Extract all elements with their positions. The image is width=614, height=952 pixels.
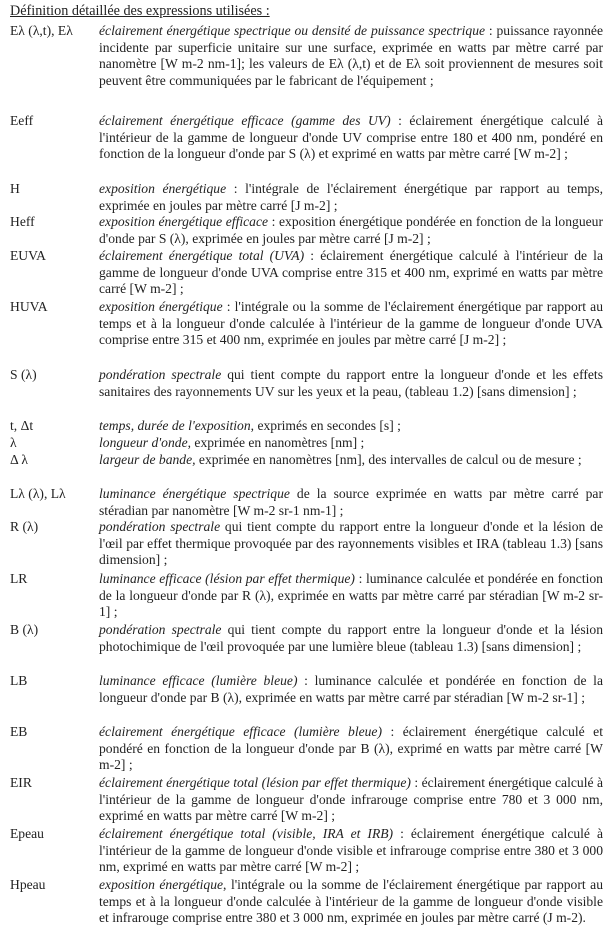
symbol: EIR — [10, 775, 32, 790]
definition-text: , exprimés en secondes [s] ; — [250, 418, 401, 433]
term: luminance efficace (lésion par effet thermique) — [99, 571, 355, 586]
definition-text: exprimée en nanomètres [nm], des intervalles de calcul ou de mesure ; — [195, 452, 582, 467]
symbol: EB — [10, 724, 28, 739]
definition-text: : éclairement énergétique calculé à l'intérieur de la gamme de longueur d'onde UVA comprise entre 315 et 400 nm, exprimé en watts par mètre carré [W m-2] ; — [99, 248, 603, 297]
definition-text: : exposition énergétique pondérée en fonction de la longueur d'onde par S (λ), exprimée en joules par mètre carré [J m-2] ; — [99, 214, 603, 246]
definition — [99, 299, 603, 349]
symbol: t, Δt — [10, 418, 34, 433]
term: éclairement énergétique spectrique ou densité de puissance spectrique — [99, 23, 486, 38]
definition-text: , exprimée en nanomètres [nm] ; — [187, 435, 365, 450]
definition — [99, 775, 603, 825]
term: pondération spectrale — [99, 519, 221, 534]
term: éclairement énergétique efficace (gamme des UV) — [99, 113, 391, 128]
definition — [99, 622, 603, 655]
term: longueur d'onde — [99, 435, 188, 450]
definition — [99, 724, 603, 774]
definition — [99, 367, 603, 400]
term: pondération spectrale — [99, 622, 222, 637]
term: éclairement énergétique total (lésion par effet thermique) — [99, 775, 411, 790]
page-title: Définition détaillée des expressions utilisées : — [10, 3, 270, 19]
definition-text: : éclairement énergétique calculé à l'intérieur de la gamme de longueur d'onde infrarouge comprise entre 780 et 3 000 nm, exprimé en watts par mètre carré [W m-2] ; — [99, 775, 603, 824]
term: temps, durée de l'exposition — [99, 418, 251, 433]
definition-text: : l'intégrale ou la somme de l'éclairement énergétique par rapport au temps et à la longueur d'onde calculée à l'intérieur de la gamme de longueur d'onde UVA comprise entre 315 et 400 nm, exprimée en joules par mètre carré [J m-2] ; — [99, 299, 603, 348]
term: exposition énergétique — [99, 181, 227, 196]
symbol: Heff — [10, 214, 35, 229]
definition — [99, 673, 603, 706]
definition-text: qui tient compte du rapport entre la longueur d'onde et la lésion de l'œil par effet thermique provoquée par des rayonnements visibles et IRA (tableau 1.3) [sans dimension] ; — [99, 519, 603, 568]
definition-text: : puissance rayonnée incidente par superficie unitaire sur une surface, exprimée en watts par mètre carré par nanomètre [W m-2 nm-1]; les valeurs de Eλ (λ,t) et de Eλ soit proviennent de mesures soit peuvent être communiquées par le fabricant de l'équipement ; — [99, 23, 604, 88]
definition — [99, 486, 603, 519]
term: éclairement énergétique total (UVA) — [99, 248, 305, 263]
definition — [99, 452, 603, 469]
term: exposition énergétique efficace — [99, 214, 269, 229]
definition-text: de la source exprimée en watts par mètre carré par stéradian par nanomètre [W m-2 sr-1 nm-1] ; — [99, 486, 603, 518]
definition-text: : éclairement énergétique calculé à l'intérieur de la gamme de longueur d'onde visible et infrarouge comprise entre 380 et 3 000 nm, exprimé en watts par mètre carré [W m-2] ; — [99, 826, 604, 875]
definition — [99, 877, 603, 927]
symbol: Eλ (λ,t), Eλ — [10, 23, 73, 38]
symbol: Lλ (λ), Lλ — [10, 486, 66, 501]
definition-text: , l'intégrale ou la somme de l'éclairement énergétique par rapport au temps et à la longueur d'onde calculée à l'intérieur de la gamme de longueur d'onde visible et infrarouge comprise entre 380 et 3 000 nm, exprimée en joules par mètre carré (J m-2). — [99, 877, 603, 926]
definition-text: qui tient compte du rapport entre la longueur d'onde et les effets sanitaires des rayonnements UV sur les yeux et la peau, (tableau 1.2) [sans dimension] ; — [99, 367, 603, 399]
symbol: Epeau — [10, 826, 44, 841]
symbol: H — [10, 181, 20, 196]
symbol: EUVA — [10, 248, 47, 263]
definition-text: : luminance calculée et pondérée en fonction de la longueur d'onde par B (λ), exprimée en watts par mètre carré par stéradian [W m-2 sr-1] ; — [99, 673, 603, 705]
symbol: λ — [10, 435, 17, 450]
symbol: B (λ) — [10, 622, 39, 637]
symbol: Hpeau — [10, 877, 46, 892]
term: éclairement énergétique efficace (lumière bleue) — [99, 724, 382, 739]
definition-text: : luminance calculée et pondérée en fonction de la longueur d'onde par R (λ), exprimée en watts par mètre carré par stéradian [W m-2 sr-1] ; — [99, 571, 603, 620]
term: largeur de bande, — [99, 452, 196, 467]
definition — [99, 418, 603, 435]
definition — [99, 23, 603, 89]
symbol: R (λ) — [10, 519, 39, 534]
term: exposition énergétique — [99, 877, 224, 892]
symbol: S (λ) — [10, 367, 37, 382]
term: exposition énergétique — [99, 299, 223, 314]
symbol: LB — [10, 673, 28, 688]
symbol: HUVA — [10, 299, 48, 314]
term: éclairement énergétique total (visible, IRA et IRB) — [99, 826, 394, 841]
term: luminance énergétique spectrique — [99, 486, 290, 501]
term: pondération spectrale — [99, 367, 222, 382]
definition — [99, 214, 603, 247]
definition-text: : l'intégrale de l'éclairement énergétique par rapport au temps, exprimée en joules par mètre carré [J m-2] ; — [99, 181, 604, 213]
definition — [99, 519, 603, 569]
symbol: LR — [10, 571, 28, 586]
term: luminance efficace (lumière bleue) — [99, 673, 298, 688]
definition-text: : éclairement énergétique calculé et pondéré en fonction de la longueur d'onde par B (λ), exprimé en watts par mètre carré [W m-2] ; — [99, 724, 603, 773]
definition — [99, 181, 603, 214]
symbol: Δ λ — [10, 452, 28, 467]
definition — [99, 826, 603, 876]
symbol: Eeff — [10, 113, 34, 128]
definition — [99, 571, 603, 621]
definition — [99, 248, 603, 298]
definition-text: : éclairement énergétique calculé à l'intérieur de la gamme de longueur d'onde UV comprise entre 180 et 400 nm, pondéré en fonction de la longueur d'onde par S (λ) et exprimé en watts par mètre carré [W m-2] ; — [99, 113, 603, 162]
definition-text: qui tient compte du rapport entre la longueur d'onde et la lésion photochimique de l'œil provoquée par une lumière bleue (tableau 1.3) [sans dimension] ; — [99, 622, 604, 654]
definition — [99, 435, 603, 452]
definition — [99, 113, 603, 163]
